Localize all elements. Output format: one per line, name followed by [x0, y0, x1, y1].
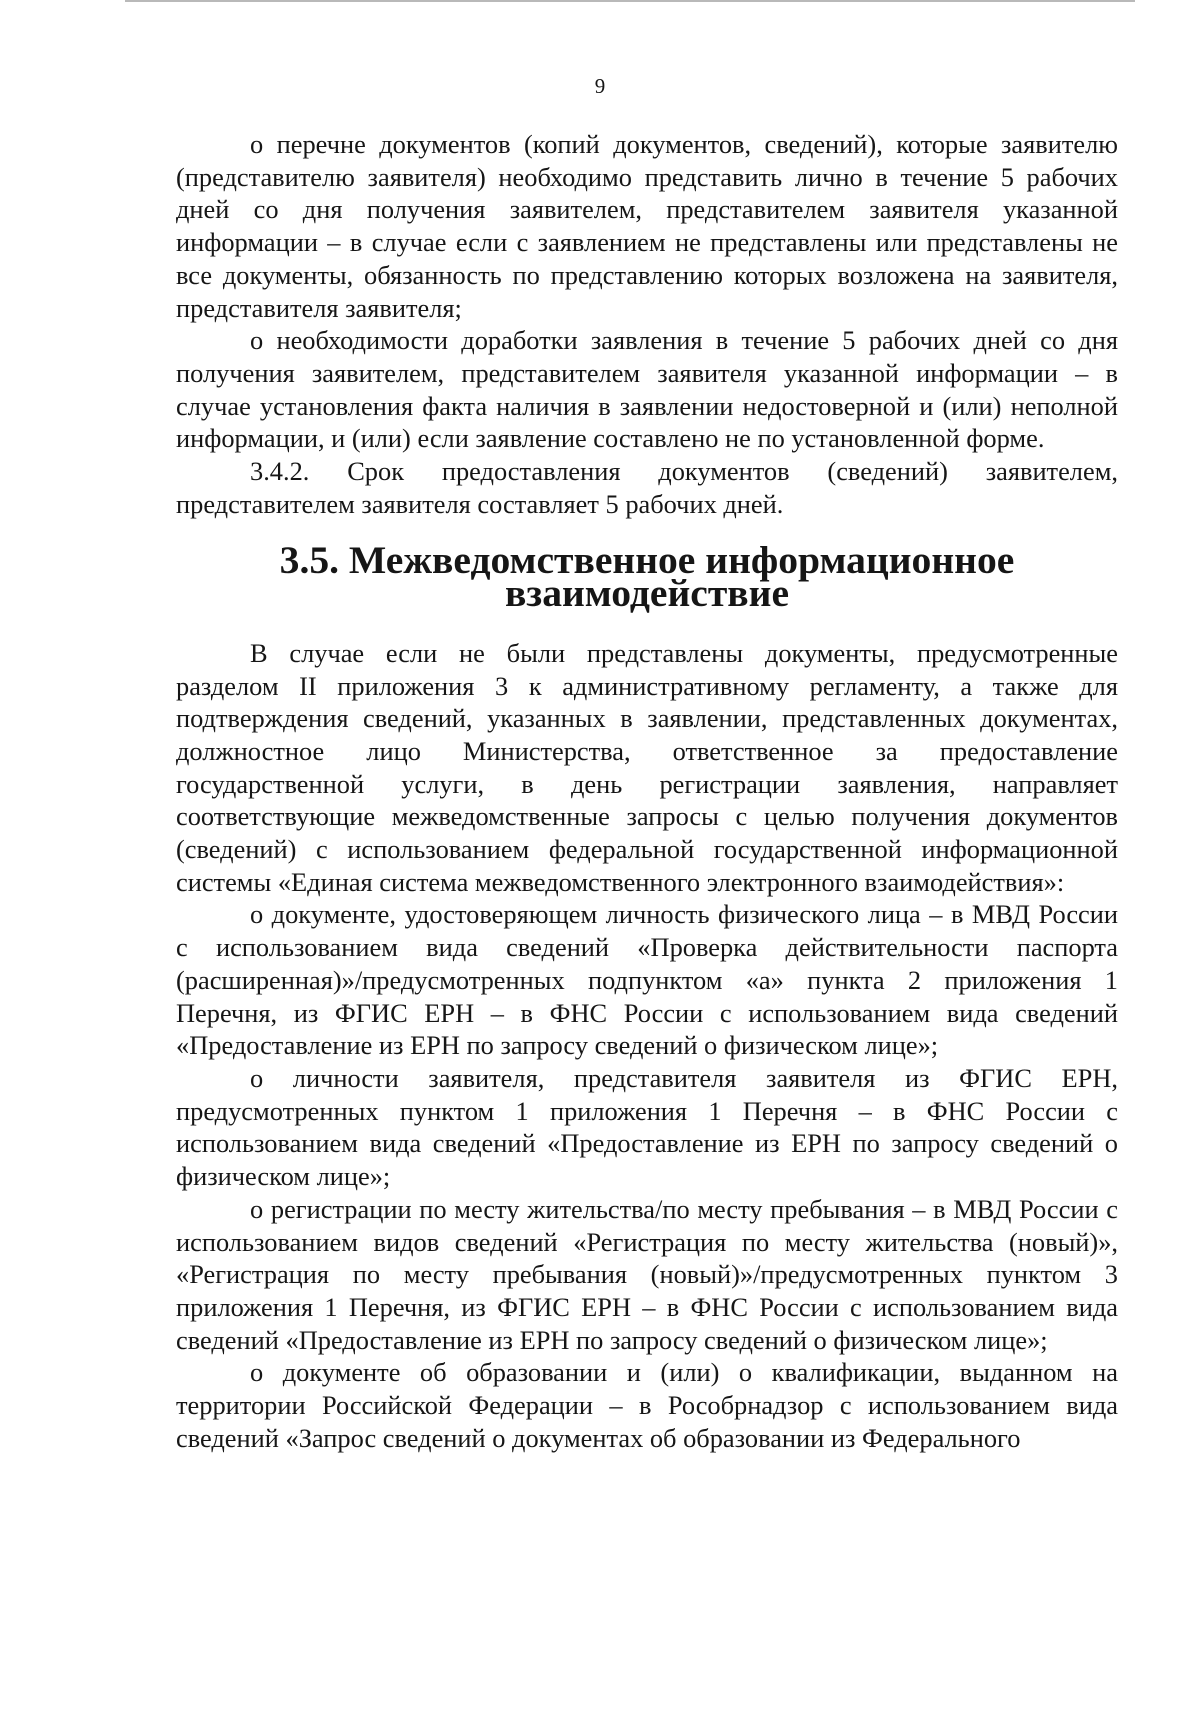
- scan-top-edge: [125, 0, 1135, 2]
- paragraph-application-revision: о необходимости доработки заявления в течение 5 рабочих дней со дня получения заявителем, представителем заявителя указанной информации – в случае установления факта наличия в заявлении недостоверной и (или) неполной информации, и (или) если заявление составлено не по установленной форме.: [176, 325, 1118, 454]
- document-body: [176, 128, 1118, 1454]
- paragraph-registration: о регистрации по месту жительства/по месту пребывания – в МВД России с использованием видов сведений «Регистрация по месту жительства (новый)», «Регистрация по месту пребывания (новый)»/предусмотренных пунктом 3 приложения 1 Перечня, из ФГИС ЕРН – в ФНС России с использованием вида сведений «Предоставление из ЕРН по запросу сведений о физическом лице»;: [176, 1193, 1118, 1355]
- paragraph-applicant-identity: о личности заявителя, представителя заявителя из ФГИС ЕРН, предусмотренных пунктом 1 приложения 1 Перечня – в ФНС России с использованием вида сведений «Предоставление из ЕРН по запросу сведений о физическом лице»;: [176, 1062, 1118, 1192]
- paragraph-identity-document: о документе, удостоверяющем личность физического лица – в МВД России с использованием вида сведений «Проверка действительности паспорта (расширенная)»/предусмотренных подпунктом «а» пункта 2 приложения 1 Перечня, из ФГИС ЕРН – в ФНС России с использованием вида сведений «Предоставление из ЕРН по запросу сведений о физическом лице»;: [176, 899, 1118, 1061]
- paragraph-list-of-documents: о перечне документов (копий документов, сведений), которые заявителю (представителю заявителя) необходимо представить лично в течение 5 рабочих дней со дня получения заявителем, представителем заявителя указанной информации – в случае если с заявлением не представлены или представлены не все документы, обязанность по представлению которых возложена на заявителя, представителя заявителя;: [176, 129, 1118, 323]
- section-heading-3-5: 3.5. Межведомственное информационное взаимодействие: [279, 538, 1015, 616]
- page-number: 9: [594, 74, 606, 98]
- paragraph-education-document: о документе об образовании и (или) о квалификации, выданном на территории Российской Федерации – в Рособрнадзор с использованием вида сведений «Запрос сведений о документах об образовании из Федерального: [176, 1357, 1118, 1453]
- paragraph-3-4-2-deadline: 3.4.2. Срок предоставления документов (сведений) заявителем, представителем заявителя составляет 5 рабочих дней.: [176, 456, 1118, 519]
- paragraph-interagency-requests: В случае если не были представлены документы, предусмотренные разделом II приложения 3 к административному регламенту, а также для подтверждения сведений, указанных в заявлении, представленных документах, должностное лицо Министерства, ответственное за предоставление государственной услуги, в день регистрации заявления, направляет соответствующие межведомственные запросы с целью получения документов (сведений) с использованием федеральной государственной информационной системы «Единая система межведомственного электронного взаимодействия»:: [176, 637, 1118, 897]
